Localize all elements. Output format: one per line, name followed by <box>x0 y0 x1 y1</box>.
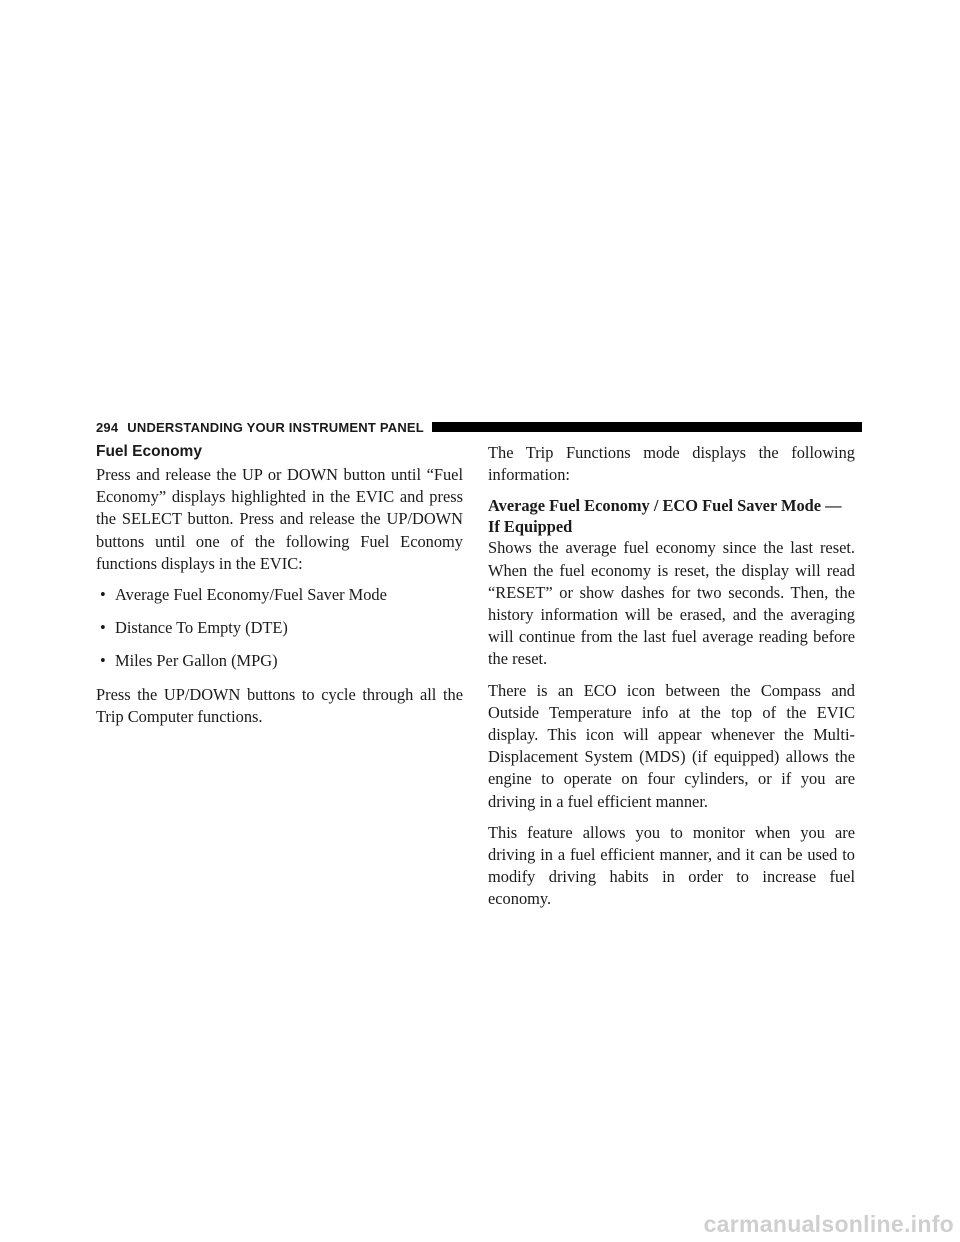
left-column <box>96 442 463 737</box>
watermark: carmanualsonline.info <box>703 1211 954 1237</box>
header-rule <box>432 422 862 432</box>
list-item-text: Average Fuel Economy/Fuel Saver Mode <box>115 585 387 605</box>
feature-paragraph: This feature allows you to monitor when you are driving in a fuel efficient manner, and it can be used to modify driving habits in order to increase fuel economy. <box>488 822 855 909</box>
bullet-icon: • <box>100 651 106 671</box>
right-column <box>488 442 855 920</box>
list-item-text: Distance To Empty (DTE) <box>115 618 288 638</box>
eco-fuel-saver-heading: Average Fuel Economy / ECO Fuel Saver Mode — If Equipped <box>488 496 842 537</box>
bullet-icon: • <box>100 585 106 605</box>
fuel-economy-heading: Fuel Economy <box>96 443 202 460</box>
fuel-economy-closing: Press the UP/DOWN buttons to cycle through all the Trip Computer functions. <box>96 684 463 726</box>
fuel-economy-intro: Press and release the UP or DOWN button until “Fuel Economy” displays highlighted in the EVIC and press the SELECT button. Press and release the UP/DOWN buttons until one of the following Fuel Economy functions displays in the EVIC: <box>96 465 463 573</box>
list-item <box>96 584 463 606</box>
page-number: 294 <box>96 419 119 435</box>
fuel-economy-functions-list <box>96 584 463 673</box>
list-item <box>96 650 463 672</box>
trip-functions-intro: The Trip Functions mode displays the following information: <box>488 443 855 485</box>
average-fuel-economy-paragraph: Shows the average fuel economy since the last reset. When the fuel economy is reset, the display will read “RESET” or show dashes for two seconds. Then, the history information will be erased, and the averaging will continue from the last fuel average reading before the reset. <box>488 538 855 669</box>
eco-icon-paragraph: There is an ECO icon between the Compass and Outside Temperature info at the top of the EVIC display. This icon will appear whenever the Multi-Displacement System (MDS) (if equipped) allows the engine to operate on four cylinders, or if you are driving in a fuel efficient manner. <box>488 680 855 811</box>
section-title: UNDERSTANDING YOUR INSTRUMENT PANEL <box>127 419 424 435</box>
bullet-icon: • <box>100 618 106 638</box>
page-header <box>96 418 862 436</box>
list-item-text: Miles Per Gallon (MPG) <box>115 651 278 671</box>
list-item <box>96 617 463 639</box>
